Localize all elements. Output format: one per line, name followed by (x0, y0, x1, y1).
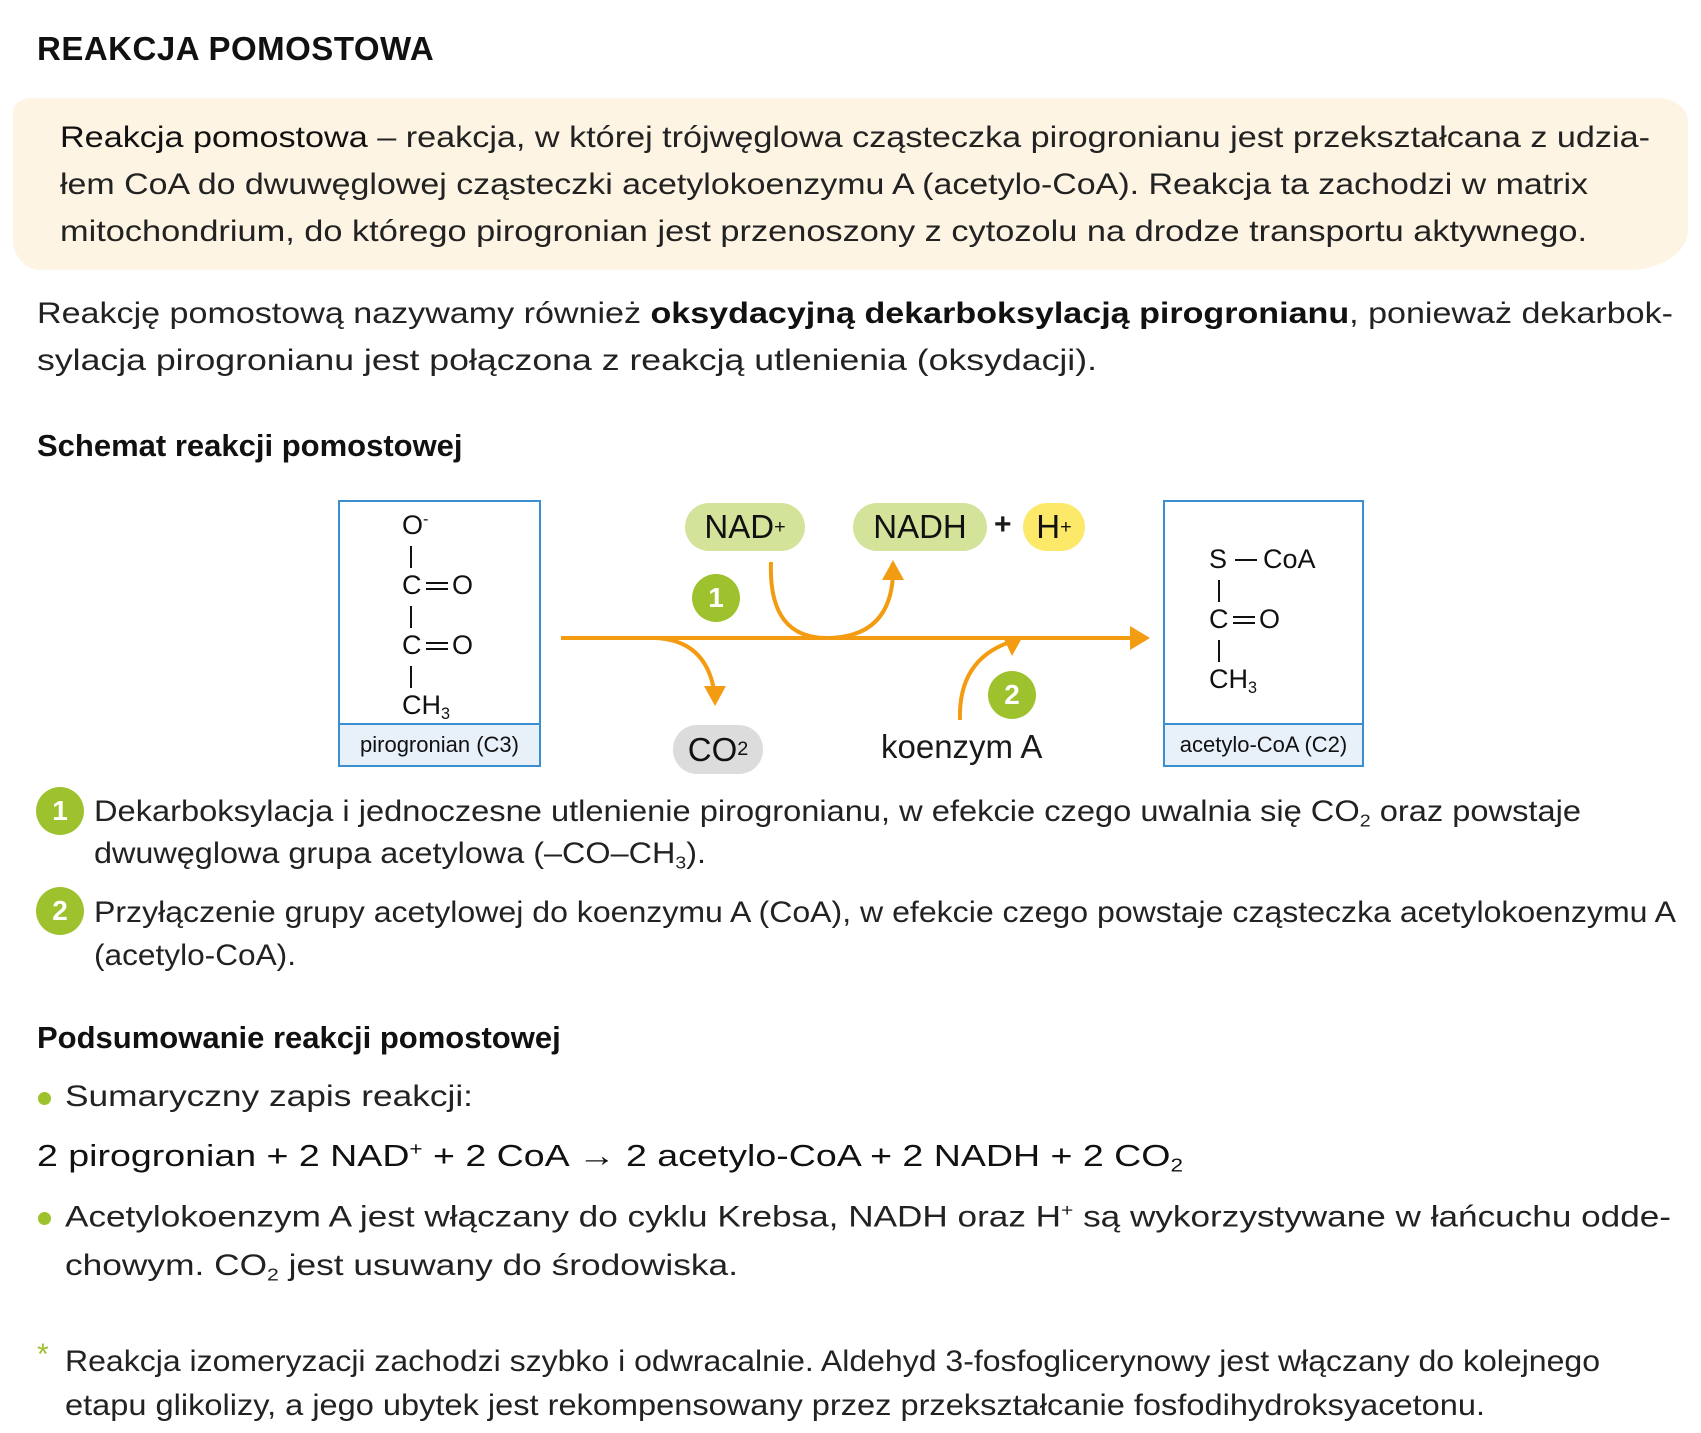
definition-text: – reakcja, w której trójwęglowa cząsteczka pirogronianu jest przekształcana z udzia- (367, 121, 1650, 154)
definition-term: Reakcja pomostowa (60, 121, 368, 154)
nad-curve-arrow (771, 562, 893, 638)
step-2-line-1: Przyłączenie grupy acetylowej do koenzymu A (CoA), w efekcie czego powstaje cząsteczka acetylokoenzymu A (94, 896, 1677, 929)
substrate-label: pirogronian (C3) (340, 723, 539, 765)
carboxylate-oxygen: O- (402, 510, 429, 540)
footnote-line-1: Reakcja izomeryzacji zachodzi szybko i odwracalnie. Aldehyd 3-fosfoglicerynowy jest włączany do kolejnego (65, 1345, 1600, 1378)
carbonyl-carbon-1: C (402, 570, 422, 600)
co2-arrowhead (704, 686, 726, 706)
bond-single (1218, 580, 1220, 602)
list-step-1-badge: 1 (36, 787, 84, 835)
oxygen-2: O (452, 630, 474, 660)
bond-single (1218, 640, 1220, 662)
definition-line-3: mitochondrium, do którego pirogronian jest przenoszony z cytozolu na drodze transportu aktywnego. (60, 215, 1587, 248)
product-label: acetylo-CoA (C2) (1165, 723, 1362, 765)
main-arrowhead (1130, 626, 1150, 650)
footnote-asterisk: * (37, 1338, 49, 1371)
co2-branch-arrow (655, 638, 714, 690)
page-title: REAKCJA POMOSTOWA (37, 30, 435, 67)
bullet-2-line-2: chowym. $CO_2$ jest usuwany do środowiska. (65, 1249, 738, 1285)
proton-pill: H + (1023, 503, 1085, 551)
bond-single (410, 546, 412, 568)
step-2-line-2: (acetylo-CoA). (94, 939, 296, 972)
schema-heading: Schemat reakcji pomostowej (37, 428, 463, 463)
nadh-arrowhead (882, 560, 904, 580)
co2-pill: CO 2 (673, 725, 763, 774)
bullet-dot (38, 1212, 51, 1225)
oxygen: O (1259, 604, 1281, 634)
product-box (1163, 500, 1364, 767)
carbonyl-carbon: C (1209, 604, 1229, 634)
coa-group: CoA (1263, 544, 1316, 574)
coenzyme-arrowhead (1003, 637, 1022, 656)
step-2-badge: 2 (988, 671, 1036, 719)
paragraph-line-2: sylacja pirogronianu jest połączona z reakcją utlenienia (oksydacji). (37, 344, 1097, 377)
coenzyme-a-label: koenzym A (881, 728, 1043, 765)
methyl-group: $CH_3$ (1209, 664, 1258, 697)
step-1-badge: 1 (692, 574, 740, 622)
paragraph-text: Reakcję pomostową nazywamy również (37, 297, 651, 330)
bond-double (426, 642, 448, 650)
bullet-2-line-1: Acetylokoenzym A jest włączany do cyklu Krebsa, NADH oraz H+ są wykorzystywane w łańcuchu odde- (65, 1200, 1672, 1234)
list-step-2-badge: 2 (36, 887, 84, 935)
paragraph-bold-term: oksydacyjną dekarboksylacją pirogronianu (650, 297, 1350, 330)
bond-single (1235, 559, 1257, 561)
paragraph-text: , ponieważ dekarbok- (1349, 297, 1673, 330)
step-1-line-2: dwuwęglowa grupa acetylowa $(-CO-CH_3)$. (94, 837, 706, 873)
nadh-pill: NADH (853, 503, 987, 551)
step-1-line-1: Dekarboksylacja i jednoczesne utlenienie pirogronianu, w efekcie czego uwalnia się $CO_2$ oraz powstaje (94, 795, 1581, 831)
bond-double (1233, 616, 1255, 624)
sulfur-atom: S (1209, 544, 1228, 574)
substrate-box (338, 500, 541, 767)
definition-line-2: łem CoA do dwuwęglowej cząsteczki acetylokoenzymu A (acetylo-CoA). Reakcja ta zachodzi w matrix (60, 168, 1588, 201)
bullet-dot (38, 1092, 51, 1105)
bond-single (410, 666, 412, 688)
summary-heading: Podsumowanie reakcji pomostowej (37, 1020, 561, 1055)
bond-double (426, 582, 448, 590)
bond-single (410, 606, 412, 628)
oxygen-1: O (452, 570, 474, 600)
reaction-equation: 2 pirogronian + 2 NAD+ + 2 CoA → 2 acetylo-CoA + 2 NADH + 2 $CO_2$ (37, 1138, 1183, 1176)
carbonyl-carbon-2: C (402, 630, 422, 660)
bullet-1-text: Sumaryczny zapis reakcji: (65, 1080, 474, 1113)
nad-plus-pill: NAD + (685, 503, 805, 551)
footnote-line-2: etapu glikolizy, a jego ubytek jest rekompensowany przez przekształcanie fosfodihydroksyacetonu. (65, 1389, 1485, 1422)
methyl-group: $CH_3$ (402, 690, 451, 723)
plus-sign: + (994, 508, 1012, 541)
